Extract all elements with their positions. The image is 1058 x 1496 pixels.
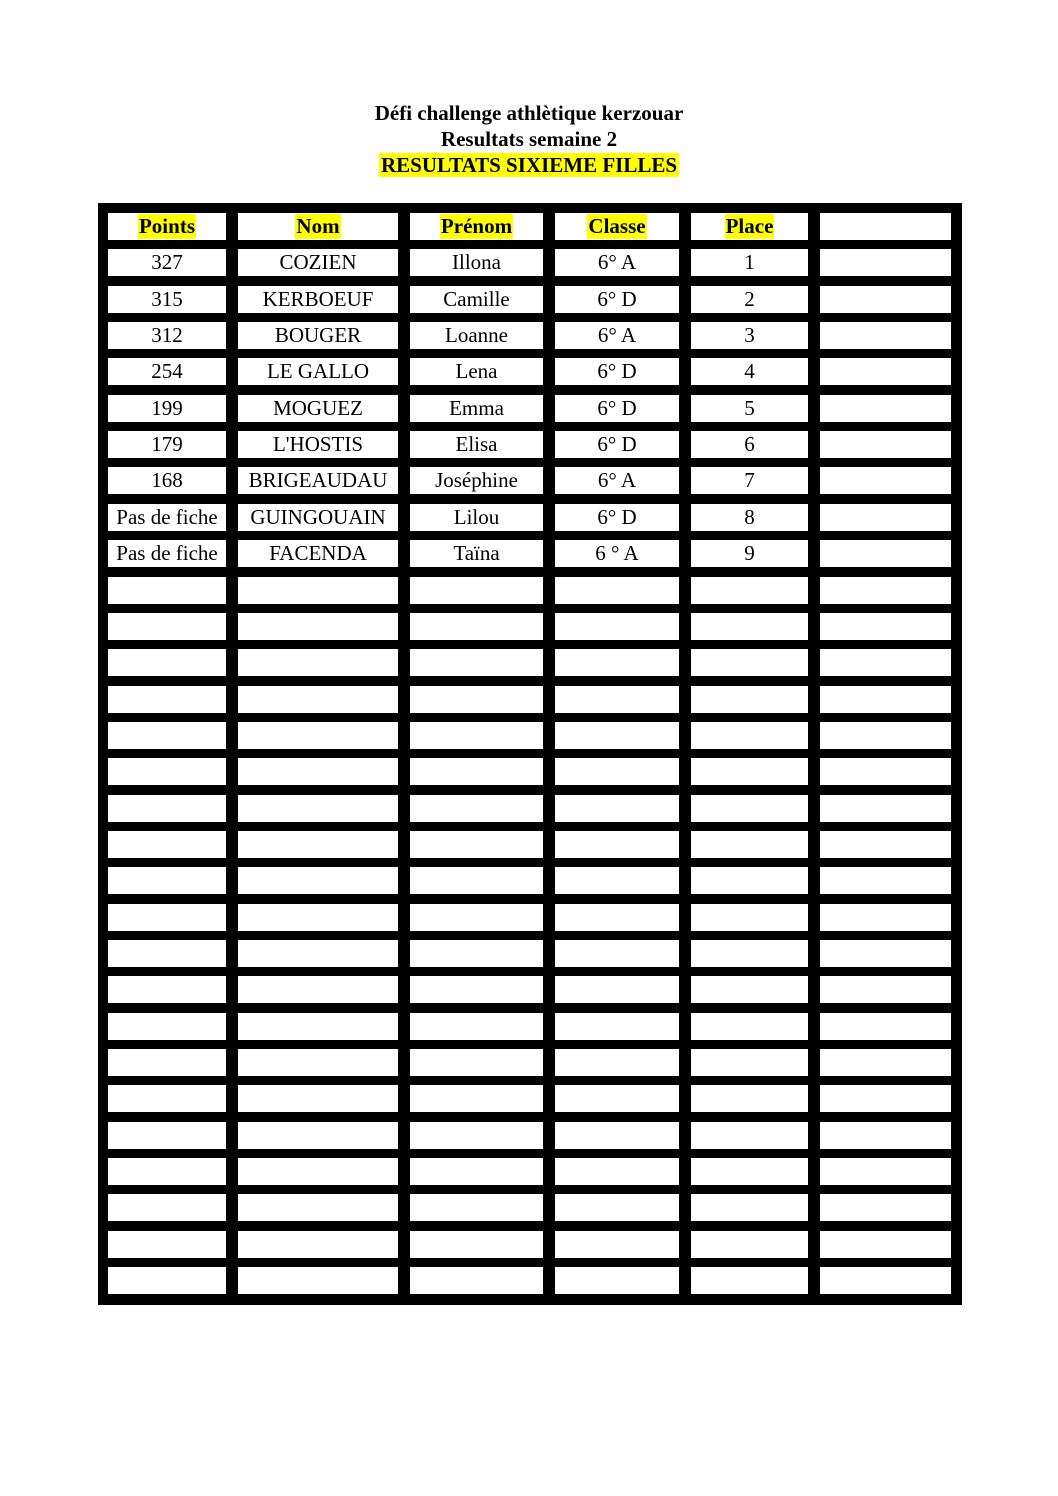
table-cell-prenom bbox=[410, 758, 543, 785]
header-label: Prénom bbox=[440, 214, 513, 238]
table-cell-nom: FACENDA bbox=[238, 540, 398, 567]
table-cell-nom: KERBOEUF bbox=[238, 286, 398, 313]
table-cell-points: 254 bbox=[108, 358, 226, 385]
table-cell-place bbox=[691, 867, 808, 894]
table-cell-points bbox=[108, 1267, 226, 1294]
table-cell-extra bbox=[820, 358, 951, 385]
table-cell-prenom: Loanne bbox=[410, 322, 543, 349]
table-cell-extra bbox=[820, 467, 951, 494]
table-cell-prenom: Emma bbox=[410, 395, 543, 422]
table-cell-prenom bbox=[410, 1085, 543, 1112]
table-cell-nom bbox=[238, 649, 398, 676]
table-cell-classe bbox=[555, 613, 679, 640]
table-cell-points bbox=[108, 940, 226, 967]
table-cell-classe bbox=[555, 795, 679, 822]
table-cell-classe: 6° D bbox=[555, 504, 679, 531]
document-subtitle: Resultats semaine 2 bbox=[440, 127, 618, 151]
table-cell-points bbox=[108, 1194, 226, 1221]
table-cell-points: 312 bbox=[108, 322, 226, 349]
table-cell-nom bbox=[238, 1049, 398, 1076]
table-cell-nom bbox=[238, 1231, 398, 1258]
table-cell-classe bbox=[555, 904, 679, 931]
table-cell-extra bbox=[820, 249, 951, 276]
table-cell-extra bbox=[820, 722, 951, 749]
table-cell-place bbox=[691, 1122, 808, 1149]
table-cell-nom bbox=[238, 1085, 398, 1112]
table-cell-prenom bbox=[410, 940, 543, 967]
header-label: Nom bbox=[296, 214, 340, 238]
table-cell-points bbox=[108, 795, 226, 822]
table-cell-nom: BRIGEAUDAU bbox=[238, 467, 398, 494]
table-cell-points bbox=[108, 649, 226, 676]
table-cell-points: 168 bbox=[108, 467, 226, 494]
table-cell-prenom bbox=[410, 686, 543, 713]
table-cell-classe: 6° D bbox=[555, 358, 679, 385]
table-cell-place bbox=[691, 940, 808, 967]
table-cell-classe bbox=[555, 940, 679, 967]
header-cell-nom bbox=[238, 213, 398, 240]
table-cell-place: 4 bbox=[691, 358, 808, 385]
table-cell-prenom: Lena bbox=[410, 358, 543, 385]
table-cell-nom: MOGUEZ bbox=[238, 395, 398, 422]
table-cell-classe: 6° D bbox=[555, 431, 679, 458]
table-cell-extra bbox=[820, 1158, 951, 1185]
table-cell-points: Pas de fiche bbox=[108, 540, 226, 567]
table-cell-extra bbox=[820, 613, 951, 640]
table-cell-nom: L'HOSTIS bbox=[238, 431, 398, 458]
header-cell-points bbox=[108, 213, 226, 240]
table-cell-extra bbox=[820, 540, 951, 567]
table-cell-points: 327 bbox=[108, 249, 226, 276]
table-cell-prenom bbox=[410, 1267, 543, 1294]
table-cell-nom: BOUGER bbox=[238, 322, 398, 349]
table-cell-extra bbox=[820, 1194, 951, 1221]
table-cell-classe bbox=[555, 1194, 679, 1221]
table-cell-classe: 6° D bbox=[555, 395, 679, 422]
table-cell-place bbox=[691, 904, 808, 931]
table-cell-place bbox=[691, 649, 808, 676]
header-cell-extra bbox=[820, 213, 951, 240]
document-header bbox=[0, 100, 1058, 178]
table-cell-points bbox=[108, 867, 226, 894]
table-cell-nom bbox=[238, 976, 398, 1003]
table-cell-prenom bbox=[410, 722, 543, 749]
results-table bbox=[98, 203, 962, 1305]
table-cell-classe bbox=[555, 867, 679, 894]
table-cell-place bbox=[691, 831, 808, 858]
header-cell-classe bbox=[555, 213, 679, 240]
table-cell-prenom: Joséphine bbox=[410, 467, 543, 494]
table-cell-prenom bbox=[410, 613, 543, 640]
table-cell-place: 3 bbox=[691, 322, 808, 349]
table-cell-nom bbox=[238, 1158, 398, 1185]
table-cell-classe: 6° A bbox=[555, 322, 679, 349]
table-cell-extra bbox=[820, 1122, 951, 1149]
table-cell-extra bbox=[820, 1267, 951, 1294]
header-label: Points bbox=[138, 214, 195, 238]
table-cell-place: 8 bbox=[691, 504, 808, 531]
table-cell-points bbox=[108, 1231, 226, 1258]
table-cell-place bbox=[691, 1231, 808, 1258]
table-cell-place bbox=[691, 1158, 808, 1185]
table-cell-place: 6 bbox=[691, 431, 808, 458]
table-cell-classe bbox=[555, 1231, 679, 1258]
table-cell-prenom: Illona bbox=[410, 249, 543, 276]
table-cell-points bbox=[108, 577, 226, 604]
header-label: Place bbox=[725, 214, 774, 238]
table-cell-prenom bbox=[410, 1194, 543, 1221]
table-cell-prenom bbox=[410, 831, 543, 858]
table-cell-classe bbox=[555, 1122, 679, 1149]
table-cell-extra bbox=[820, 1085, 951, 1112]
table-cell-place bbox=[691, 1194, 808, 1221]
table-cell-prenom bbox=[410, 1158, 543, 1185]
table-cell-place bbox=[691, 613, 808, 640]
table-cell-nom bbox=[238, 795, 398, 822]
table-cell-extra bbox=[820, 867, 951, 894]
table-cell-nom bbox=[238, 940, 398, 967]
header-cell-prenom bbox=[410, 213, 543, 240]
table-cell-points: 199 bbox=[108, 395, 226, 422]
table-cell-prenom bbox=[410, 867, 543, 894]
document-title: Défi challenge athlètique kerzouar bbox=[374, 101, 684, 125]
table-cell-classe: 6 ° A bbox=[555, 540, 679, 567]
table-cell-nom bbox=[238, 1194, 398, 1221]
table-cell-prenom bbox=[410, 904, 543, 931]
table-cell-nom bbox=[238, 686, 398, 713]
table-cell-extra bbox=[820, 1049, 951, 1076]
table-cell-extra bbox=[820, 504, 951, 531]
table-cell-extra bbox=[820, 758, 951, 785]
table-cell-classe bbox=[555, 1085, 679, 1112]
table-cell-prenom: Camille bbox=[410, 286, 543, 313]
table-cell-place: 5 bbox=[691, 395, 808, 422]
table-cell-points bbox=[108, 722, 226, 749]
table-cell-place bbox=[691, 722, 808, 749]
table-cell-place bbox=[691, 577, 808, 604]
table-cell-place bbox=[691, 976, 808, 1003]
table-cell-place bbox=[691, 1085, 808, 1112]
table-cell-prenom: Elisa bbox=[410, 431, 543, 458]
table-cell-points: Pas de fiche bbox=[108, 504, 226, 531]
table-cell-nom bbox=[238, 904, 398, 931]
header-label: Classe bbox=[588, 214, 646, 238]
table-cell-points bbox=[108, 1085, 226, 1112]
table-cell-nom bbox=[238, 613, 398, 640]
table-cell-prenom: Taïna bbox=[410, 540, 543, 567]
table-cell-prenom bbox=[410, 649, 543, 676]
table-cell-extra bbox=[820, 431, 951, 458]
table-cell-prenom bbox=[410, 1049, 543, 1076]
table-cell-points bbox=[108, 686, 226, 713]
table-cell-points bbox=[108, 1013, 226, 1040]
table-cell-classe bbox=[555, 1267, 679, 1294]
table-cell-prenom bbox=[410, 1122, 543, 1149]
table-cell-extra bbox=[820, 686, 951, 713]
table-cell-points bbox=[108, 976, 226, 1003]
table-cell-classe: 6° A bbox=[555, 467, 679, 494]
table-cell-nom: LE GALLO bbox=[238, 358, 398, 385]
table-cell-points bbox=[108, 904, 226, 931]
table-cell-classe bbox=[555, 722, 679, 749]
table-cell-classe bbox=[555, 976, 679, 1003]
table-cell-classe bbox=[555, 686, 679, 713]
table-cell-place: 9 bbox=[691, 540, 808, 567]
table-cell-nom bbox=[238, 1122, 398, 1149]
table-cell-extra bbox=[820, 831, 951, 858]
table-cell-extra bbox=[820, 322, 951, 349]
table-cell-extra bbox=[820, 976, 951, 1003]
table-cell-classe bbox=[555, 758, 679, 785]
table-cell-place: 1 bbox=[691, 249, 808, 276]
table-cell-points bbox=[108, 1158, 226, 1185]
table-cell-prenom bbox=[410, 795, 543, 822]
table-cell-points bbox=[108, 758, 226, 785]
table-cell-place: 2 bbox=[691, 286, 808, 313]
table-cell-points bbox=[108, 1122, 226, 1149]
table-cell-nom bbox=[238, 1013, 398, 1040]
table-cell-nom bbox=[238, 722, 398, 749]
table-cell-classe bbox=[555, 577, 679, 604]
table-cell-place: 7 bbox=[691, 467, 808, 494]
table-cell-classe bbox=[555, 649, 679, 676]
table-cell-extra bbox=[820, 286, 951, 313]
table-cell-place bbox=[691, 1049, 808, 1076]
table-cell-place bbox=[691, 1267, 808, 1294]
table-cell-points bbox=[108, 1049, 226, 1076]
table-cell-extra bbox=[820, 795, 951, 822]
table-cell-classe bbox=[555, 1013, 679, 1040]
table-cell-extra bbox=[820, 649, 951, 676]
table-cell-prenom bbox=[410, 976, 543, 1003]
table-cell-nom: COZIEN bbox=[238, 249, 398, 276]
table-cell-extra bbox=[820, 577, 951, 604]
table-cell-nom: GUINGOUAIN bbox=[238, 504, 398, 531]
table-cell-points bbox=[108, 831, 226, 858]
table-cell-classe bbox=[555, 831, 679, 858]
table-cell-place bbox=[691, 758, 808, 785]
table-cell-prenom: Lilou bbox=[410, 504, 543, 531]
table-cell-classe: 6° A bbox=[555, 249, 679, 276]
table-cell-extra bbox=[820, 1013, 951, 1040]
header-cell-place bbox=[691, 213, 808, 240]
table-cell-extra bbox=[820, 904, 951, 931]
table-cell-place bbox=[691, 1013, 808, 1040]
section-title-text: RESULTATS SIXIEME FILLES bbox=[380, 153, 678, 177]
table-cell-nom bbox=[238, 867, 398, 894]
table-cell-classe: 6° D bbox=[555, 286, 679, 313]
table-cell-extra bbox=[820, 395, 951, 422]
table-cell-points: 315 bbox=[108, 286, 226, 313]
table-cell-prenom bbox=[410, 577, 543, 604]
table-cell-extra bbox=[820, 940, 951, 967]
table-cell-points: 179 bbox=[108, 431, 226, 458]
table-cell-prenom bbox=[410, 1013, 543, 1040]
table-cell-nom bbox=[238, 577, 398, 604]
table-cell-place bbox=[691, 686, 808, 713]
table-cell-nom bbox=[238, 831, 398, 858]
table-cell-nom bbox=[238, 1267, 398, 1294]
table-cell-points bbox=[108, 613, 226, 640]
table-cell-place bbox=[691, 795, 808, 822]
table-cell-prenom bbox=[410, 1231, 543, 1258]
section-title bbox=[0, 152, 1058, 178]
table-cell-extra bbox=[820, 1231, 951, 1258]
table-cell-classe bbox=[555, 1049, 679, 1076]
table-cell-classe bbox=[555, 1158, 679, 1185]
table-cell-nom bbox=[238, 758, 398, 785]
